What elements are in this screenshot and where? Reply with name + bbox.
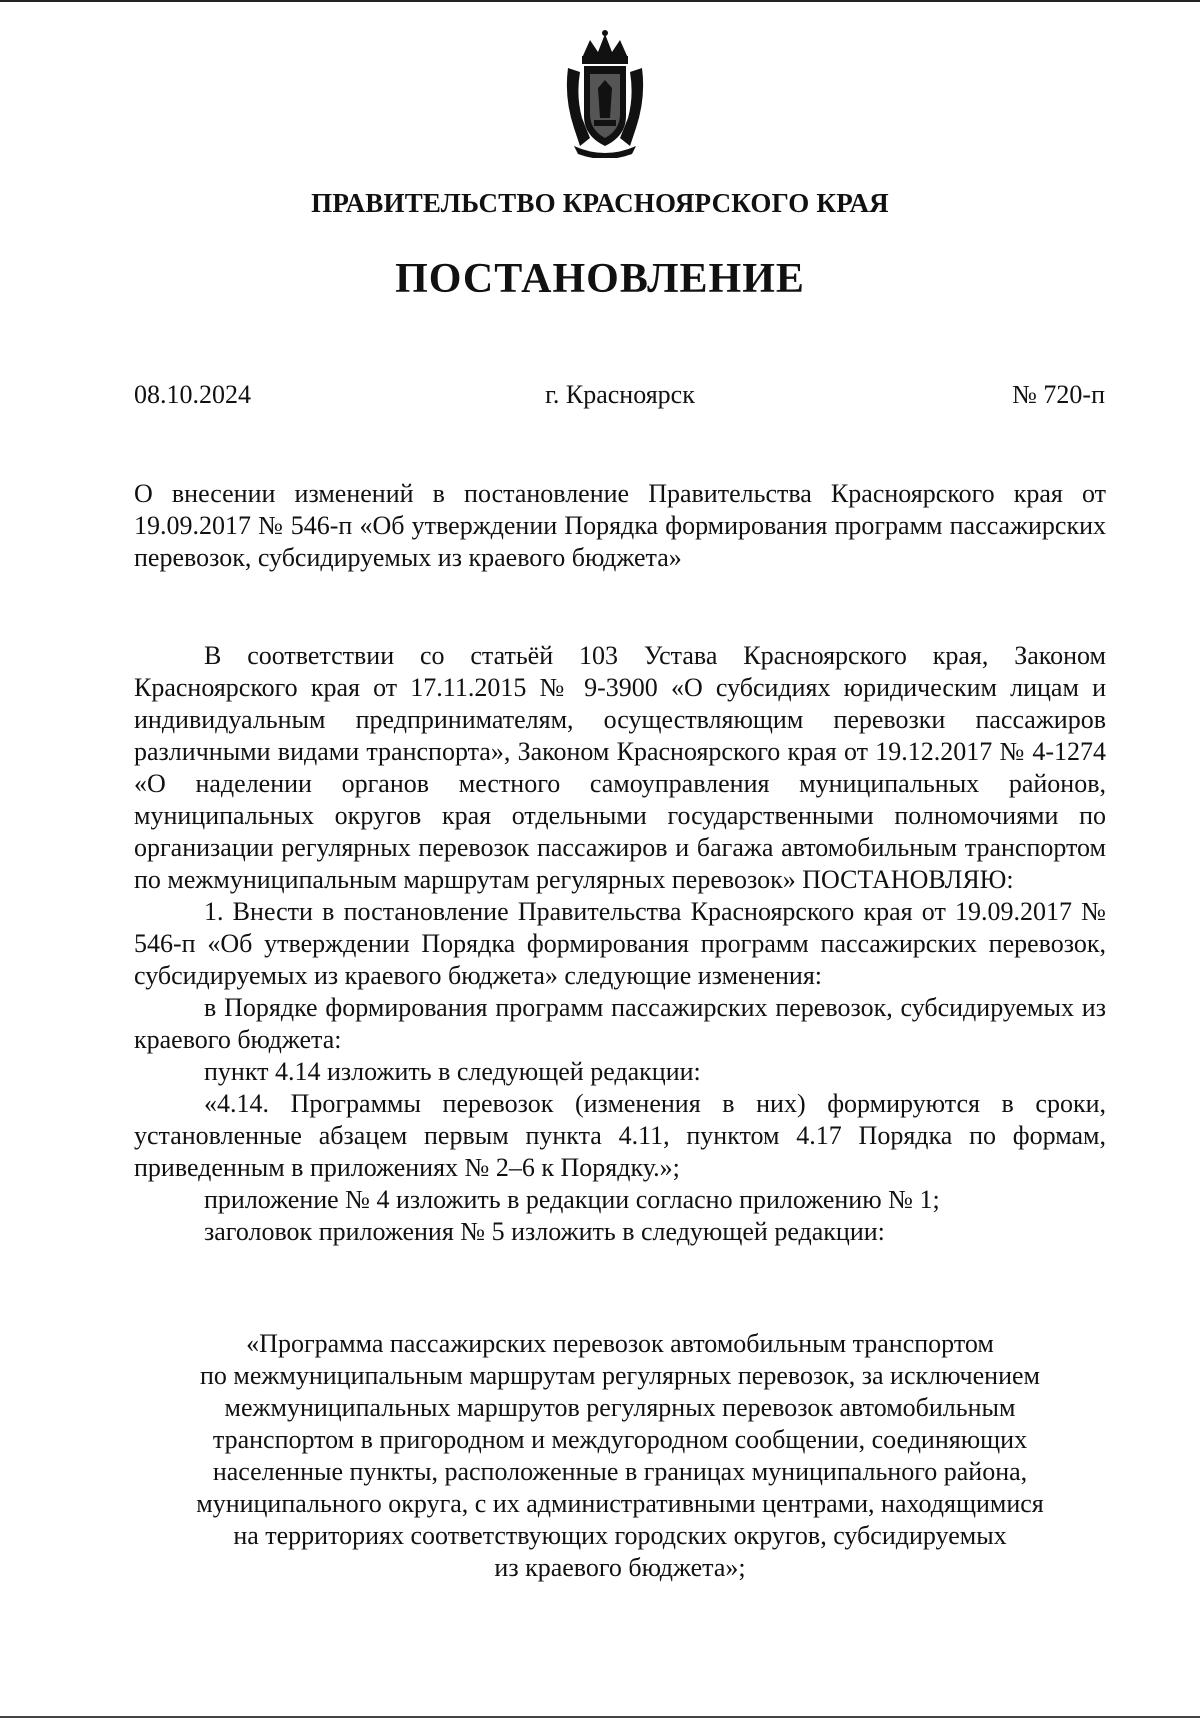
appendix-5-new-title <box>134 1328 1106 1584</box>
quote-line: по межмуниципальным маршрутам регулярных перевозок, за исключением <box>200 1361 1040 1390</box>
paragraph-preamble: В соответствии со статьёй 103 Устава Красноярского края, Законом Красноярского края от 17.11.2015 № 9-3900 «О субсидиях юридическим лицам и индивидуальным предпринимателям, осуществляющим перевозки пассажиров различными видами транспорта», Законом Красноярского края от 19.12.2017 № 4-1274 «О наделении органов местного самоуправления муниципальных районов, муниципальных округов края отдельными государственными полномочиями по организации регулярных перевозок пассажиров и багажа автомобильным транспортом по межмуниципальным маршрутам регулярных перевозок» ПОСТАНОВЛЯЮ: <box>134 641 1106 894</box>
paragraph-point-4-14: пункт 4.14 изложить в следующей редакции: <box>204 1057 701 1086</box>
government-name: ПРАВИТЕЛЬСТВО КРАСНОЯРСКОГО КРАЯ <box>311 188 889 218</box>
paragraph-appendix-4: приложение № 4 изложить в редакции согласно приложению № 1; <box>204 1185 940 1214</box>
scan-bottom-edge <box>0 1716 1200 1718</box>
paragraph-order-amendment: в Порядке формирования программ пассажирских перевозок, субсидируемых из краевого бюджета: <box>134 993 1106 1054</box>
coat-of-arms-icon <box>560 28 650 158</box>
quote-line: межмуниципальных маршрутов регулярных перевозок автомобильным <box>224 1393 1016 1422</box>
scan-top-edge <box>0 0 1200 2</box>
quote-line: транспортом в пригородном и междугородном сообщении, соединяющих <box>212 1425 1028 1454</box>
document-body <box>134 640 1106 1248</box>
quote-line: муниципального округа, с их административными центрами, находящимися <box>196 1489 1044 1518</box>
paragraph-item-1: 1. Внести в постановление Правительства Красноярского края от 19.09.2017 № 546-п «Об утверждении Порядка формирования программ пассажирских перевозок, субсидируемых из краевого бюджета» следующие изменения: <box>134 897 1106 990</box>
quote-line: «Программа пассажирских перевозок автомобильным транспортом <box>246 1329 994 1358</box>
quote-line: на территориях соответствующих городских округов, субсидируемых <box>233 1521 1007 1550</box>
document-type-title: ПОСТАНОВЛЕНИЕ <box>395 256 805 302</box>
paragraph-appendix-5-title: заголовок приложения № 5 изложить в следующей редакции: <box>204 1217 885 1246</box>
quote-line: из краевого бюджета»; <box>494 1553 746 1582</box>
document-number: № 720-п <box>1012 380 1105 409</box>
document-date: 08.10.2024 <box>134 380 251 409</box>
quote-line: населенные пункты, расположенные в границах муниципального района, <box>212 1457 1028 1486</box>
document-subject: О внесении изменений в постановление Правительства Красноярского края от 19.09.2017 № 546-п «Об утверждении Порядка формирования программ пассажирских перевозок, субсидируемых из краевого бюджета» <box>134 479 1106 572</box>
document-city: г. Красноярск <box>545 380 695 409</box>
paragraph-point-4-14-text: «4.14. Программы перевозок (изменения в них) формируются в сроки, установленные абзацем первым пункта 4.11, пунктом 4.17 Порядка по формам, приведенным в приложениях № 2–6 к Порядку.»; <box>134 1089 1106 1182</box>
